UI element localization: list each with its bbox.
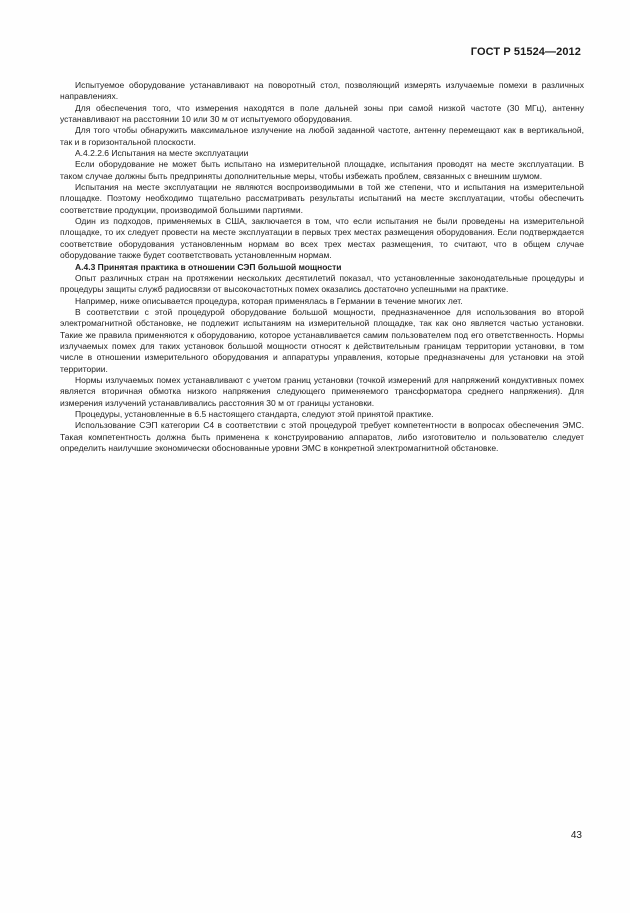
paragraph: Например, ниже описывается процедура, которая применялась в Германии в течение многих лет.	[75, 295, 463, 306]
paragraph: Один из подходов, применяемых в США, заключается в том, что если испытания не были проведены на измерительной площадке, то их следует провести на месте эксплуатации в первых трех местах размещения оборудования. Если подтверждается соответствие оборудования установленным нормам во всех трех местах размещения, то считают, что в общем случае оборудование также будет соответствовать установленным нормам.	[60, 216, 584, 261]
paragraph: Для обеспечения того, что измерения находятся в поле дальней зоны при самой низкой частоте (30 МГц), антенну устанавливают на расстоянии 10 или 30 м от испытуемого оборудования.	[60, 102, 584, 125]
paragraph: Испытания на месте эксплуатации не являются воспроизводимыми в той же степени, что и испытания на измерительной площадке. Поэтому необходимо тщательно рассматривать результаты испытаний на месте эксплуатации, чтобы обеспечить соответствие продукции, производимой большими партиями.	[60, 182, 584, 215]
paragraph: Если оборудование не может быть испытано на измерительной площадке, испытания проводят на месте эксплуатации. В таком случае должны быть предприняты дополнительные меры, чтобы избежать проблем, связанных с внешним шумом.	[60, 159, 584, 181]
section-heading-bold: А.4.3 Принятая практика в отношении СЭП большой мощности	[75, 261, 342, 272]
paragraph: Опыт различных стран на протяжении нескольких десятилетий показал, что установленные законодательные процедуры и процедуры защиты служб радиосвязи от высокочастотных помех оказались достаточно успешными на практике.	[60, 272, 584, 295]
document-id-header: ГОСТ Р 51524—2012	[470, 46, 581, 58]
section-heading: А.4.2.2.6 Испытания на месте эксплуатации	[75, 148, 249, 159]
paragraph: Для того чтобы обнаружить максимальное излучение на любой заданной частоте, антенну перемещают как в вертикальной, так и в горизонтальной плоскости.	[60, 125, 584, 147]
page-number: 43	[570, 830, 582, 841]
paragraph: Использование СЭП категории С4 в соответствии с этой процедурой требует компетентности в вопросах обеспечения ЭМС. Такая компетентность должна быть применена к конструированию аппаратов, либо изготовителю и пользователю следует определить наилучшие экономически обоснованные уровни ЭМС в конкретной электромагнитной обстановке.	[60, 420, 584, 453]
paragraph: Нормы излучаемых помех устанавливают с учетом границ установки (точкой измерений для напряжений кондуктивных помех является вторичная обмотка низкого напряжения следующего применяемого трансформатора среднего напряжения). Для измерения излучений устанавливались расстояния 30 м от границы установки.	[60, 374, 584, 408]
body-text	[60, 80, 584, 454]
paragraph: В соответствии с этой процедурой оборудование большой мощности, предназначенное для использования во второй электромагнитной обстановке, не подлежит испытаниям на измерительной площадке, так как оно является частью установки. Такие же правила применяются к оборудованию, которое устанавливается самим пользователем под его ответственность. Нормы излучаемых помех для таких установок большой мощности относят к действительным границам территории установки, в том числе в отношении измерительного оборудования и аппаратуры управления, которые предназначены для установки на этой территории.	[60, 306, 584, 374]
paragraph: Процедуры, установленные в 6.5 настоящего стандарта, следуют этой принятой практике.	[75, 408, 434, 419]
paragraph: Испытуемое оборудование устанавливают на поворотный стол, позволяющий измерять излучаемые помехи в различных направлениях.	[60, 80, 584, 102]
